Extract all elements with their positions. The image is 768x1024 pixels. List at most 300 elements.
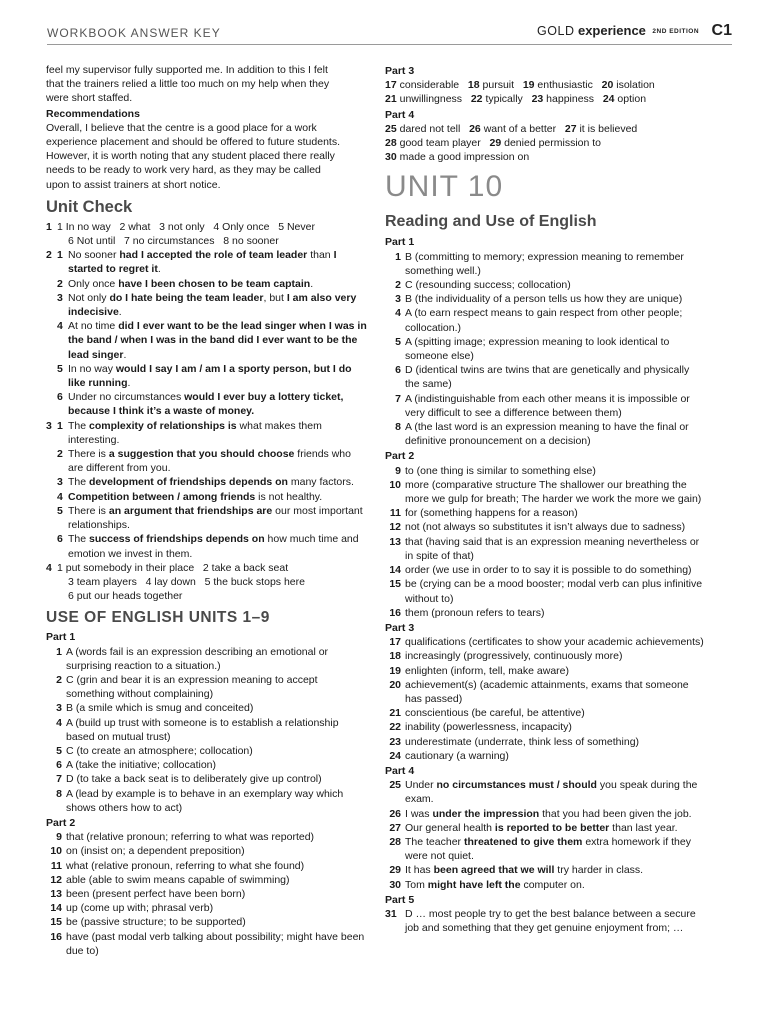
answer-item	[57, 362, 368, 390]
unit-title: UNIT 10	[385, 170, 504, 204]
answer-number: 4	[57, 320, 63, 333]
exercise-number: 4	[46, 561, 52, 574]
answer-fragment: you speak during the exam.	[405, 779, 698, 806]
answer-fragment: threatened to give them	[463, 835, 583, 848]
answer-number: 1	[57, 249, 63, 262]
answer-fragment: Not only	[68, 291, 110, 304]
text-line: However, it is worth noting that any student placed there really	[46, 150, 335, 163]
answer-number: 6	[56, 759, 62, 772]
answer-fragment: I was	[405, 807, 433, 820]
answer-item	[385, 807, 705, 821]
answer-text: typically	[485, 93, 523, 106]
answer-fragment: It has	[405, 864, 434, 877]
answer-number: 8	[56, 787, 62, 800]
answer-text: A (spitting image; expression meaning to look identical to someone else)	[405, 335, 670, 363]
answer-fragment: Our general health	[405, 821, 495, 834]
answer-number: 5	[57, 362, 63, 375]
answer-number: 4	[57, 490, 63, 503]
answer-item	[385, 821, 705, 835]
answer-text: for (something happens for a reason)	[405, 507, 578, 520]
answer-fragment: Under	[405, 779, 437, 792]
answer-number: 24	[389, 749, 401, 762]
answer-item	[385, 735, 705, 749]
answer-text: denied permission to	[504, 137, 602, 150]
answer-line: 3 team players 4 lay down 5 the buck stops here	[68, 575, 305, 588]
answer-number: 19	[389, 664, 401, 677]
answer-text: made a good impression on	[399, 151, 530, 164]
answer-item	[385, 749, 705, 763]
answer-text: enlighten (inform, tell, make aware)	[405, 664, 569, 677]
answer-item	[385, 649, 705, 663]
answer-text: able (able to swim means capable of swimming)	[66, 873, 290, 886]
answer-fragment: There is	[68, 504, 109, 517]
answer-number: 25	[385, 122, 397, 135]
answer-item	[46, 915, 368, 929]
answer-item	[46, 772, 368, 786]
answer-item	[385, 878, 705, 892]
answer-text	[68, 504, 368, 532]
text-line: Overall, I believe that the centre is a good place for a work	[46, 121, 317, 134]
answer-text	[68, 362, 368, 390]
answer-text: underestimate (underrate, think less of something)	[405, 735, 640, 748]
answer-fragment: no circumstances must / should	[436, 779, 597, 792]
answer-item	[385, 635, 705, 649]
exercise-number: 2	[46, 249, 52, 262]
answer-line	[385, 122, 705, 136]
answer-text	[68, 319, 368, 362]
answer-text: A (the last word is an expression meaning to have the final or definitive pronouncement on a decision)	[405, 421, 689, 448]
answer-number: 27	[564, 122, 577, 135]
answer-fragment: The teacher	[405, 835, 464, 848]
answer-number: 31	[385, 907, 397, 920]
answer-item	[385, 678, 705, 706]
answer-fragment: try harder in class.	[554, 864, 644, 877]
answer-number: 13	[389, 535, 401, 548]
answer-number: 28	[385, 137, 397, 150]
answer-number: 21	[385, 93, 397, 106]
answer-number: 28	[389, 835, 401, 848]
answer-item	[46, 830, 368, 844]
answer-number: 11	[389, 507, 401, 520]
answer-item	[46, 859, 368, 873]
exercise-number: 3	[46, 419, 52, 432]
answer-number: 14	[50, 902, 62, 915]
answer-fragment: complexity of relationships is	[89, 419, 237, 432]
right-column	[385, 63, 705, 935]
answer-line	[385, 136, 705, 150]
answer-number: 9	[395, 464, 401, 477]
answer-text: increasingly (progressively, continuously more)	[405, 650, 623, 663]
answer-number: 22	[389, 721, 401, 734]
answer-number: 8	[395, 421, 401, 434]
answer-text: A (to earn respect means to gain respect from other people; collocation.)	[405, 307, 683, 334]
answer-text: that (having said that is an expression meaning nevertheless or in spite of that)	[405, 535, 700, 562]
part-heading: Part 1	[385, 236, 415, 249]
answer-fragment: our most important relationships.	[68, 504, 363, 532]
answer-text: unwillingness	[399, 93, 463, 106]
answer-item	[57, 475, 368, 489]
answer-number: 9	[56, 831, 62, 844]
answer-text	[405, 821, 705, 835]
answer-fragment: .	[123, 348, 127, 361]
answer-text	[68, 390, 368, 418]
part-heading: Part 2	[385, 450, 415, 463]
answer-line: 1 In no way 2 what 3 not only 4 Only once 5 Never	[57, 220, 315, 233]
answer-fragment: what makes them interesting.	[68, 419, 322, 446]
answer-fragment: There is	[68, 448, 109, 461]
answer-fragment: might have left the	[427, 878, 521, 891]
answer-text	[68, 532, 368, 560]
answer-text: want of a better	[483, 122, 557, 135]
answer-text: option	[617, 93, 647, 106]
answer-item	[46, 701, 368, 715]
answer-number: 12	[389, 521, 401, 534]
answer-item	[385, 464, 705, 478]
answer-item	[385, 250, 705, 278]
part-heading: Part 3	[385, 621, 415, 634]
answer-fragment: have I been chosen to be team captain	[118, 277, 311, 290]
answer-fragment: extra homework if they were not quiet.	[405, 835, 691, 863]
answer-text	[68, 447, 368, 475]
answer-fragment: many factors.	[287, 476, 354, 489]
answer-item	[385, 392, 705, 420]
header-title: WORKBOOK ANSWER KEY	[47, 26, 221, 40]
answer-text	[405, 863, 705, 877]
answer-item	[385, 506, 705, 520]
answer-item	[385, 420, 705, 448]
answer-text	[405, 778, 705, 806]
answer-text: A (lead by example is to behave in an exemplary way which shows others how to act)	[66, 787, 344, 814]
answer-item	[46, 844, 368, 858]
answer-text: B (committing to memory; expression meaning to remember something well.)	[405, 250, 684, 277]
answer-item	[57, 319, 368, 362]
part-heading: Part 5	[385, 893, 415, 906]
answer-text: D (to take a back seat is to deliberately give up control)	[66, 773, 322, 786]
answer-fragment: I am also very indecisive	[68, 291, 357, 319]
part-heading: Part 1	[46, 631, 76, 644]
answer-item	[57, 277, 368, 291]
answer-fragment: than	[307, 249, 334, 262]
answer-fragment: had I accepted the role of team leader	[119, 249, 308, 262]
answer-number: 3	[57, 291, 63, 304]
answer-text: be (passive structure; to be supported)	[66, 916, 246, 929]
answer-text: enthusiastic	[537, 79, 593, 92]
answer-number: 29	[389, 864, 401, 877]
brand-gold: GOLD	[537, 24, 575, 38]
answer-fragment: would I ever buy a lottery ticket, because I think it’s a waste of money.	[68, 391, 344, 418]
answer-fragment: did I ever want to be the lead singer when I was in the band / when I was in the band did I ever want to be the lead singer	[68, 320, 367, 361]
answer-text	[68, 490, 368, 504]
answer-number: 20	[389, 678, 401, 691]
answer-item	[385, 835, 705, 863]
answer-line	[385, 92, 705, 106]
answer-number: 5	[395, 335, 401, 348]
answer-fragment: Tom	[405, 878, 428, 891]
text-line: were short staffed.	[46, 92, 133, 105]
answer-fragment: At no time	[68, 320, 119, 333]
answer-number: 30	[389, 878, 401, 891]
part-heading: Part 3	[385, 65, 415, 77]
brand-experience: experience	[577, 23, 646, 38]
answer-fragment: .	[310, 277, 314, 290]
answer-text: them (pronoun refers to tears)	[405, 606, 545, 619]
unit-check-exercise-1	[46, 220, 368, 248]
answer-item	[57, 447, 368, 475]
answer-fragment: The	[68, 533, 90, 546]
answer-item	[385, 778, 705, 806]
answer-text: A (take the initiative; collocation)	[66, 759, 216, 772]
answer-line	[385, 78, 705, 92]
answer-number: 18	[389, 650, 401, 663]
answer-number: 1	[395, 250, 401, 263]
answer-fragment: do I hate being the team leader	[109, 291, 264, 304]
answer-text: be (crying can be a mood booster; modal verb can plus infinitive without to)	[405, 578, 703, 605]
answer-fragment: an argument that friendships are	[108, 504, 273, 517]
text-line: feel my supervisor fully supported me. In addition to this I felt	[46, 64, 328, 76]
answer-number: 16	[389, 606, 401, 619]
answer-number: 16	[50, 930, 62, 943]
answer-number: 2	[56, 673, 62, 686]
answer-item	[46, 873, 368, 887]
answer-line: 6 Not until 7 no circumstances 8 no sooner	[68, 235, 279, 248]
answer-item	[385, 363, 705, 391]
answer-item	[46, 787, 368, 815]
answer-number: 20	[601, 79, 614, 92]
part-heading: Part 4	[385, 764, 415, 777]
answer-text: considerable	[399, 79, 460, 92]
answer-text: D … most people try to get the best balance between a secure job and something that they get genuine enjoyment from; …	[405, 907, 696, 935]
answer-item	[385, 606, 705, 620]
answer-text	[68, 475, 368, 489]
answer-fragment: computer on.	[520, 878, 585, 891]
answer-number: 21	[389, 707, 401, 720]
answer-item	[385, 535, 705, 563]
answer-number: 4	[56, 716, 62, 729]
answer-text: conscientious (be careful, be attentive)	[405, 707, 585, 720]
unit-check-exercise-2	[46, 248, 368, 418]
answer-text: that (relative pronoun; referring to what was reported)	[66, 831, 315, 844]
text-line: upon to assist trainers at short notice.	[46, 178, 221, 191]
text-line: experience placement and should be offered to future students.	[46, 136, 341, 149]
answer-item	[385, 292, 705, 306]
answer-item	[57, 248, 368, 276]
answer-item	[57, 490, 368, 504]
answer-number: 2	[395, 279, 401, 292]
answer-number: 3	[395, 293, 401, 306]
answer-number: 29	[489, 137, 502, 150]
answer-text: not (not always so substitutes it isn’t always due to sadness)	[405, 521, 686, 534]
answer-number: 17	[389, 636, 401, 649]
answer-text	[68, 291, 368, 319]
answer-number: 24	[602, 93, 615, 106]
answer-fragment: Only once	[68, 277, 119, 290]
answer-number: 2	[57, 277, 63, 290]
answer-number: 3	[57, 476, 63, 489]
answer-fragment: .	[118, 306, 122, 319]
answer-item	[385, 306, 705, 334]
text-line: needs to be ready to work very hard, as they may be called	[46, 164, 321, 177]
answer-fragment: Competition between / among friends	[68, 490, 256, 503]
answer-number: 12	[50, 873, 62, 886]
text-line: that the trainers relied a little too much on my help when they	[46, 78, 330, 91]
answer-text: C (to create an atmosphere; collocation)	[66, 744, 253, 757]
answer-number: 5	[56, 744, 62, 757]
answer-number: 19	[522, 79, 535, 92]
answer-fragment: .	[157, 263, 161, 276]
answer-number: 14	[389, 564, 401, 577]
answer-text	[68, 419, 368, 447]
answer-item	[385, 664, 705, 678]
answer-number: 7	[56, 773, 62, 786]
answer-fragment: In no way	[68, 362, 116, 375]
answer-text	[405, 807, 705, 821]
answer-text: C (grin and bear it is an expression meaning to accept something without complaining)	[66, 673, 318, 701]
left-column	[46, 63, 368, 958]
answer-number: 15	[50, 916, 62, 929]
answer-item	[385, 335, 705, 363]
answer-text: B (the individuality of a person tells us how they are unique)	[405, 293, 683, 306]
answer-fragment: Under no circumstances	[68, 391, 185, 404]
recommendations-paragraph	[46, 121, 368, 192]
answer-text: D (identical twins are twins that are genetically and physically the same)	[405, 364, 690, 391]
answer-text	[405, 878, 705, 892]
answer-text: more (comparative structure The shallower our breathing the more we gulp for breath; The harder we work the more we gain)	[405, 478, 702, 506]
answer-number: 10	[389, 478, 401, 491]
answer-text: up (come up with; phrasal verb)	[66, 902, 214, 915]
answer-fragment: The	[68, 419, 90, 432]
answer-text: have (past modal verb talking about possibility; might have been due to)	[66, 930, 365, 957]
answer-item	[385, 907, 705, 935]
answer-number: 3	[56, 702, 62, 715]
answer-fragment: how much time and emotion we invest in them.	[68, 533, 359, 560]
exercise-number: 1	[46, 220, 52, 233]
answer-line: 6 put our heads together	[68, 590, 183, 603]
answer-item	[385, 863, 705, 877]
answer-fragment: friends who are different from you.	[68, 448, 351, 475]
answer-fragment: No sooner	[68, 249, 120, 262]
answer-text: been (present perfect have been born)	[66, 887, 246, 900]
answer-fragment: .	[127, 377, 131, 390]
answer-item	[46, 744, 368, 758]
answer-text: C (resounding success; collocation)	[405, 279, 571, 292]
answer-number: 1	[57, 419, 63, 432]
answer-fragment: a suggestion that you should choose	[108, 448, 295, 461]
answer-number: 1	[56, 645, 62, 658]
brand-edition: 2ND EDITION	[652, 28, 700, 35]
answer-fragment: would I say I am / am I a sporty person, but I do like running	[68, 362, 352, 390]
answer-number: 26	[389, 807, 401, 820]
answer-fragment: is not healthy.	[255, 490, 323, 503]
unit-check-exercise-3	[46, 419, 368, 561]
answer-item	[57, 291, 368, 319]
answer-text: happiness	[546, 93, 595, 106]
page-header	[47, 22, 732, 45]
answer-item	[385, 478, 705, 506]
answer-number: 11	[50, 859, 62, 872]
header-brand	[537, 22, 732, 40]
answer-item	[57, 504, 368, 532]
answer-item	[57, 419, 368, 447]
answer-fragment: than last year.	[609, 821, 678, 834]
answer-number: 23	[389, 735, 401, 748]
answer-item	[385, 706, 705, 720]
answer-number: 13	[50, 887, 62, 900]
answer-item	[385, 520, 705, 534]
answer-number: 10	[50, 845, 62, 858]
answer-number: 15	[389, 578, 401, 591]
use-of-english-heading: USE OF ENGLISH UNITS 1–9	[46, 609, 270, 627]
answer-text: A (indistinguishable from each other means it is impossible or very difficult to see a difference between them)	[405, 392, 690, 419]
answer-fragment: success of friendships depends on	[89, 533, 265, 546]
answer-number: 6	[57, 391, 63, 404]
page-number: C1	[711, 22, 732, 39]
answer-item	[385, 278, 705, 292]
intro-paragraph	[46, 63, 368, 106]
answer-item	[46, 758, 368, 772]
unit-check-heading: Unit Check	[46, 197, 133, 216]
answer-text: B (a smile which is smug and conceited)	[66, 702, 254, 715]
answer-text	[68, 248, 368, 276]
answer-fragment: , but	[263, 291, 287, 304]
answer-line	[385, 150, 705, 164]
answer-text	[68, 277, 368, 291]
answer-number: 18	[467, 79, 480, 92]
answer-text: order (we use in order to to say it is possible to do something)	[405, 564, 692, 577]
answer-number: 2	[57, 448, 63, 461]
answer-text: qualifications (certificates to show your academic achievements)	[405, 636, 704, 649]
answer-number: 22	[470, 93, 483, 106]
answer-fragment: The	[68, 476, 90, 489]
answer-fragment: is reported to be better	[494, 821, 610, 834]
answer-text: inability (powerlessness, incapacity)	[405, 721, 572, 734]
answer-number: 7	[395, 392, 401, 405]
answer-number: 6	[57, 533, 63, 546]
answer-text: achievement(s) (academic attainments, exams that someone has passed)	[405, 678, 689, 705]
answer-text: to (one thing is similar to something else)	[405, 464, 596, 477]
answer-text	[405, 835, 705, 863]
answer-text: isolation	[616, 79, 655, 92]
answer-fragment: I started to regret it	[68, 249, 337, 276]
answer-item	[57, 390, 368, 418]
answer-item	[46, 901, 368, 915]
answer-text: A (words fail is an expression describing an emotional or surprising reaction to a situation.)	[66, 645, 329, 672]
answer-number: 30	[385, 151, 397, 164]
part-heading: Part 4	[385, 108, 415, 121]
answer-number: 27	[389, 821, 401, 834]
answer-number: 17	[385, 79, 397, 92]
answer-number: 23	[531, 93, 544, 106]
answer-text: on (insist on; a dependent preposition)	[66, 845, 245, 858]
answer-text: what (relative pronoun, referring to what she found)	[66, 859, 305, 872]
answer-item	[385, 577, 705, 605]
answer-item	[385, 720, 705, 734]
answer-number: 5	[57, 504, 63, 517]
answer-text: pursuit	[482, 79, 515, 92]
answer-item	[46, 673, 368, 701]
section-heading: Reading and Use of English	[385, 213, 597, 231]
answer-text: dared not tell	[399, 122, 461, 135]
answer-fragment: been agreed that we will	[433, 864, 555, 877]
answer-text: cautionary (a warning)	[405, 749, 509, 762]
answer-number: 4	[395, 307, 401, 320]
part-heading: Part 2	[46, 816, 76, 829]
answer-fragment: under the impression	[432, 807, 540, 820]
unit-check-exercise-4	[46, 561, 368, 604]
answer-item	[57, 532, 368, 560]
answer-text: it is believed	[579, 122, 638, 135]
answer-item	[46, 716, 368, 744]
answer-item	[46, 645, 368, 673]
